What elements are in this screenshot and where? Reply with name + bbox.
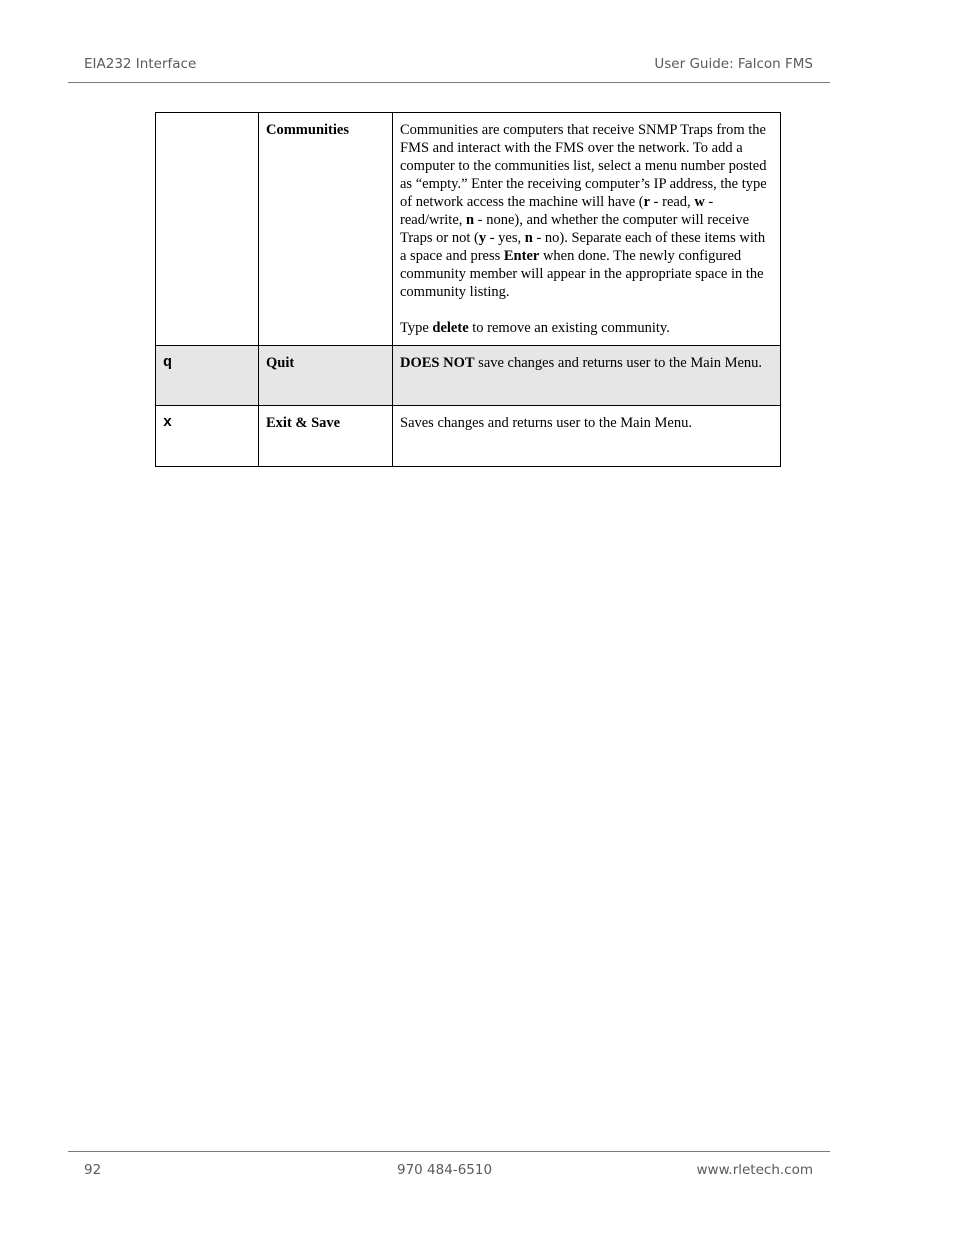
row-name: Exit & Save <box>259 406 393 467</box>
row-description: Saves changes and returns user to the Main Menu. <box>393 406 781 467</box>
command-table <box>155 112 781 467</box>
header-section-title: EIA232 Interface <box>84 56 197 72</box>
page-footer <box>68 1151 830 1182</box>
row-key: x <box>156 406 259 467</box>
phone-number: 970 484-6510 <box>397 1162 493 1178</box>
website-link[interactable]: www.rletech.com <box>696 1162 813 1178</box>
description-paragraph: Type delete to remove an existing community. <box>400 320 670 336</box>
table-row <box>156 113 781 346</box>
row-name: Communities <box>259 113 393 346</box>
row-key <box>156 113 259 346</box>
page-number: 92 <box>84 1162 102 1178</box>
table-row <box>156 406 781 467</box>
row-key: q <box>156 346 259 406</box>
description-paragraph: Communities are computers that receive SNMP Traps from the FMS and interact with the FMS over the network. To add a computer to the communities list, select a menu number posted as “empty.” Enter the receiving computer’s IP address, the type of network access the machine will have (r - read, w - read/write, n - none), and whether the computer will receive Traps or not (y - yes, n - no). Separate each of these items with a space and press Enter when done. The newly configured community member will appear in the appropriate space in the community listing. <box>400 122 767 300</box>
header-guide-title: User Guide: Falcon FMS <box>654 56 813 72</box>
table-row <box>156 346 781 406</box>
page-header <box>68 56 830 83</box>
row-name: Quit <box>259 346 393 406</box>
row-description <box>393 113 781 346</box>
row-description: DOES NOT save changes and returns user to the Main Menu. <box>393 346 781 406</box>
